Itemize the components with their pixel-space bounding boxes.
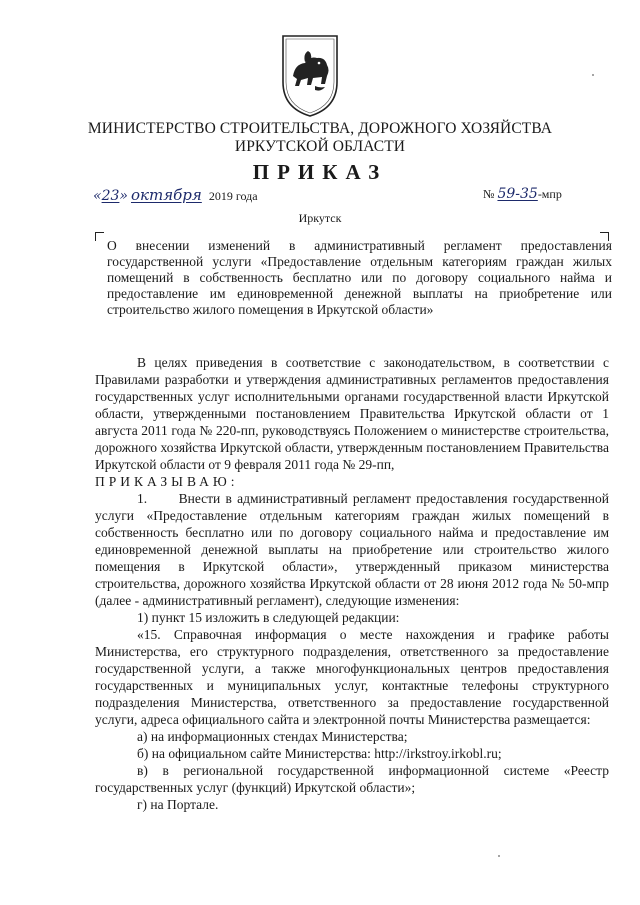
date-quote-close: » [119,188,128,204]
city-name: Иркутск [298,211,342,225]
ministry-name-line2: ИРКУТСКОЙ ОБЛАСТИ [234,138,406,155]
number-value: 59-35 [497,186,538,202]
subitem-1-paragraph: 1) пункт 15 изложить в следующей редакции: [137,610,400,625]
heading-line: О внесении изменений в административный регламент предоставления [107,238,612,253]
date-day: 23 [101,188,120,204]
order-word: ПРИКАЗЫВАЮ: [95,474,239,489]
item-1-paragraph: 1. Внести в административный регламент предоставления государственной услуги «Предоставление отдельным категориям граждан жилых помещений в собственность бесплатно или по договору социального найма и предоставление им единовременной денежной выплаты на приобретение или строительство жилого помещения в Иркутской области», утвержденный приказом министерства строительства, дорожного хозяйства Иркутской области от 28 июня 2012 года № 50-мпр (далее - административный регламент), следующие изменения: [95,491,609,608]
heading-line: государственной услуги «Предоставление отдельным категориям граждан жилых [107,254,612,269]
number-suffix: -мпр [537,187,562,201]
order-date [93,186,258,204]
heading-line: помещений в собственность бесплатно или по договору социального найма и [107,270,612,285]
preamble-paragraph: В целях приведения в соответствие с законодательством, в соответствии с Правилами разработки и утверждения административных регламентов предоставления государственных услуг исполнительными органами государственной власти Иркутской области, утвержденными постановлением Правительства Иркутской области от 1 августа 2011 года № 220-пп, руководствуясь Положением о министерстве строительства, дорожного хозяйства Иркутской области, утвержденным постановлением Правительства Иркутской области от 9 февраля 2011 года № 29-пп, [95,355,609,472]
date-quote-open: « [93,188,102,204]
ministry-name-line1: МИНИСТЕРСТВО СТРОИТЕЛЬСТВА, ДОРОЖНОГО ХОЗЯЙСТВА [87,120,553,137]
scan-speck [592,74,594,76]
list-item-b: б) на официальном сайте Министерства: http://irkstroy.irkobl.ru; [137,746,502,761]
document-heading [107,238,612,318]
order-number [483,186,562,202]
list-item-a: а) на информационных стендах Министерства; [137,729,408,744]
point-15-paragraph: «15. Справочная информация о месте нахождения и графике работы Министерства, его структурного подразделения, ответственного за предоставление государственной услуги, а также многофункциональных центров предоставления государственных и муниципальных услуг, контактные телефоны структурного подразделения Министерства, ответственного за предоставление государственной услуги, адреса официального сайта и электронной почты Министерства размещается: [95,627,609,727]
coat-of-arms-emblem [275,30,345,118]
document-type-title: ПРИКАЗ [252,160,388,184]
heading-corner-left [95,232,104,241]
date-year: 2019 года [208,189,258,203]
heading-line: строительство жилого помещения в Иркутской области» [107,302,434,317]
list-item-g: г) на Портале. [137,797,219,812]
heading-line: предоставление им единовременной денежной выплаты на приобретение или [107,286,612,301]
number-prefix: № [483,187,495,201]
scan-speck [498,855,500,857]
list-item-c: в) в региональной государственной информационной системе «Реестр государственных услуг (функций) Иркутской области»; [95,763,609,795]
date-month: октября [130,186,202,204]
document-body [95,354,609,813]
